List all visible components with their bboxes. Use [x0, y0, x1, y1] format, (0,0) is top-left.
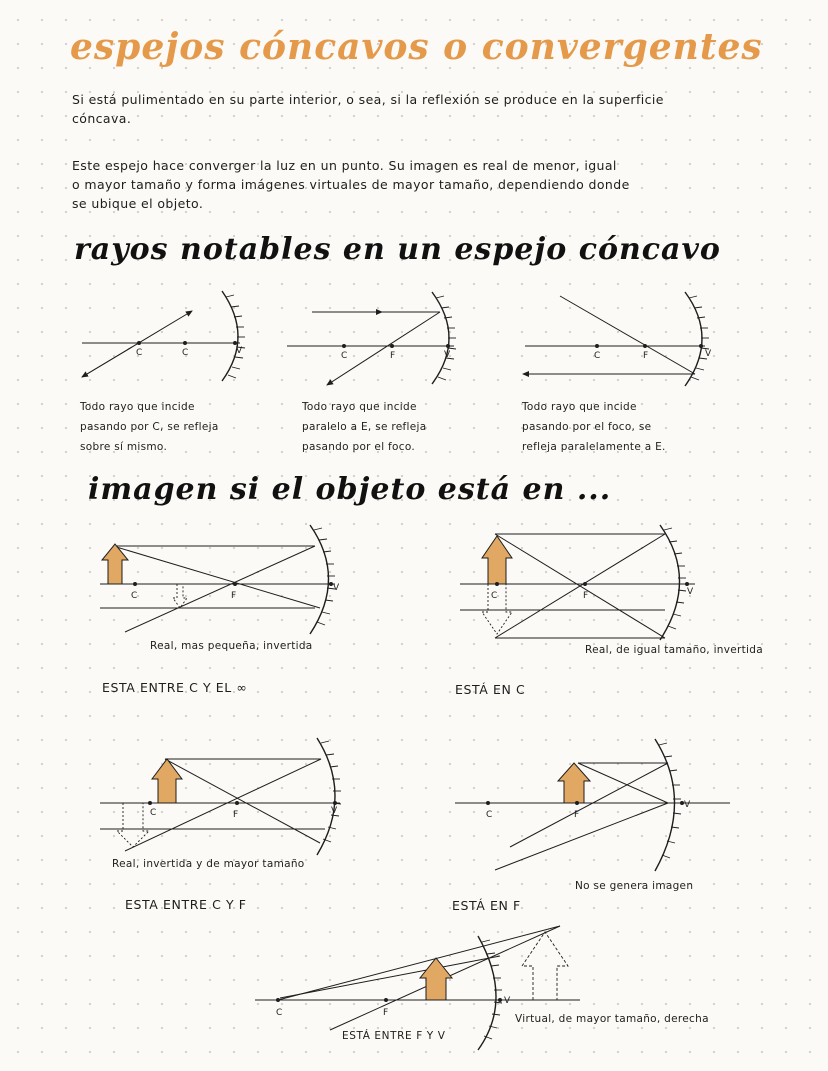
page-title: espejos cóncavos o convergentes	[70, 26, 763, 68]
ray-caption-2	[302, 397, 426, 457]
caption-line: Todo rayo que incide	[302, 401, 417, 413]
image-arrow	[117, 803, 149, 847]
label-c: C	[491, 591, 498, 601]
case-result-3: Real, invertida y de mayor tamaño	[112, 858, 305, 870]
label-c: C	[276, 1008, 283, 1018]
label-v: V	[684, 800, 691, 810]
case-position-1: ESTA ENTRE C Y EL ∞	[102, 680, 248, 695]
label-f: F	[574, 810, 580, 820]
label-v: V	[705, 349, 712, 359]
label-c: C	[594, 351, 601, 361]
caption-line: paralelo a E, se refleja	[302, 421, 427, 433]
object-arrow	[558, 763, 590, 803]
label-v: V	[687, 587, 694, 597]
label-f: F	[583, 591, 589, 601]
case-diagram-beyond-c	[95, 522, 355, 637]
case-position-4: ESTÁ EN F	[452, 898, 521, 913]
virtual-image-arrow	[522, 932, 568, 1000]
caption-line: sobre sí mismo.	[80, 441, 168, 453]
caption-line: refleja paralelamente a E.	[522, 441, 666, 453]
label-f: F	[231, 591, 237, 601]
section-title-images: imagen si el objeto está en ...	[88, 472, 612, 507]
ray-caption-1	[80, 397, 219, 457]
case-result-5: Virtual, de mayor tamaño, derecha	[515, 1013, 709, 1025]
case-result-4: No se genera imagen	[575, 880, 694, 892]
ray-caption-3	[522, 397, 666, 457]
label-v: V	[504, 996, 511, 1006]
ray-diagram-center	[72, 285, 262, 385]
label-c: C	[341, 351, 348, 361]
case-result-1: Real, mas pequeña, invertida	[150, 640, 313, 652]
label-c: C	[136, 348, 143, 358]
case-diagram-between-c-f	[95, 735, 355, 860]
label-v: V	[333, 583, 340, 593]
case-result-2: Real, de igual tamaño, invertida	[585, 644, 763, 656]
object-arrow	[482, 536, 512, 584]
case-position-2: ESTÁ EN C	[455, 682, 526, 697]
label-c: C	[486, 810, 493, 820]
label-v: V	[444, 350, 451, 360]
case-diagram-at-f	[450, 735, 740, 875]
label-f: F	[643, 351, 649, 361]
caption-line: pasando por el foco.	[302, 441, 416, 453]
caption-line: Todo rayo que incide	[80, 401, 195, 413]
case-diagram-at-c	[455, 522, 715, 647]
intro-line: se ubique el objeto.	[72, 196, 204, 211]
intro-line: Este espejo hace converger la luz en un punto. Su imagen es real de menor, igual	[72, 158, 617, 173]
ray-diagram-parallel	[282, 288, 472, 388]
intro-line: o mayor tamaño y forma imágenes virtuales de mayor tamaño, dependiendo donde	[72, 177, 630, 192]
label-f: F	[383, 1008, 389, 1018]
caption-line: Todo rayo que incide	[522, 401, 637, 413]
caption-line: pasando por el foco, se	[522, 421, 652, 433]
label-c: C	[131, 591, 138, 601]
case-position-5: ESTÁ ENTRE F Y V	[342, 1030, 446, 1042]
object-arrow	[102, 544, 128, 584]
intro-paragraph-2	[72, 156, 630, 213]
label-c: C	[150, 808, 157, 818]
ray-diagram-focus	[515, 288, 725, 388]
caption-line: pasando por C, se refleja	[80, 421, 219, 433]
label-v: V	[236, 346, 243, 356]
case-position-3: ESTA ENTRE C Y F	[125, 897, 247, 912]
label-v: V	[331, 806, 338, 816]
section-title-rays: rayos notables en un espejo cóncavo	[74, 232, 721, 267]
intro-paragraph-1	[72, 90, 664, 128]
label-c: C	[182, 348, 189, 358]
label-f: F	[233, 810, 239, 820]
intro-line: Si está pulimentado en su parte interior, o sea, si la reflexión se produce en la superficie	[72, 92, 664, 107]
label-f: F	[390, 351, 396, 361]
object-arrow	[420, 958, 452, 1000]
intro-line: cóncava.	[72, 111, 132, 126]
